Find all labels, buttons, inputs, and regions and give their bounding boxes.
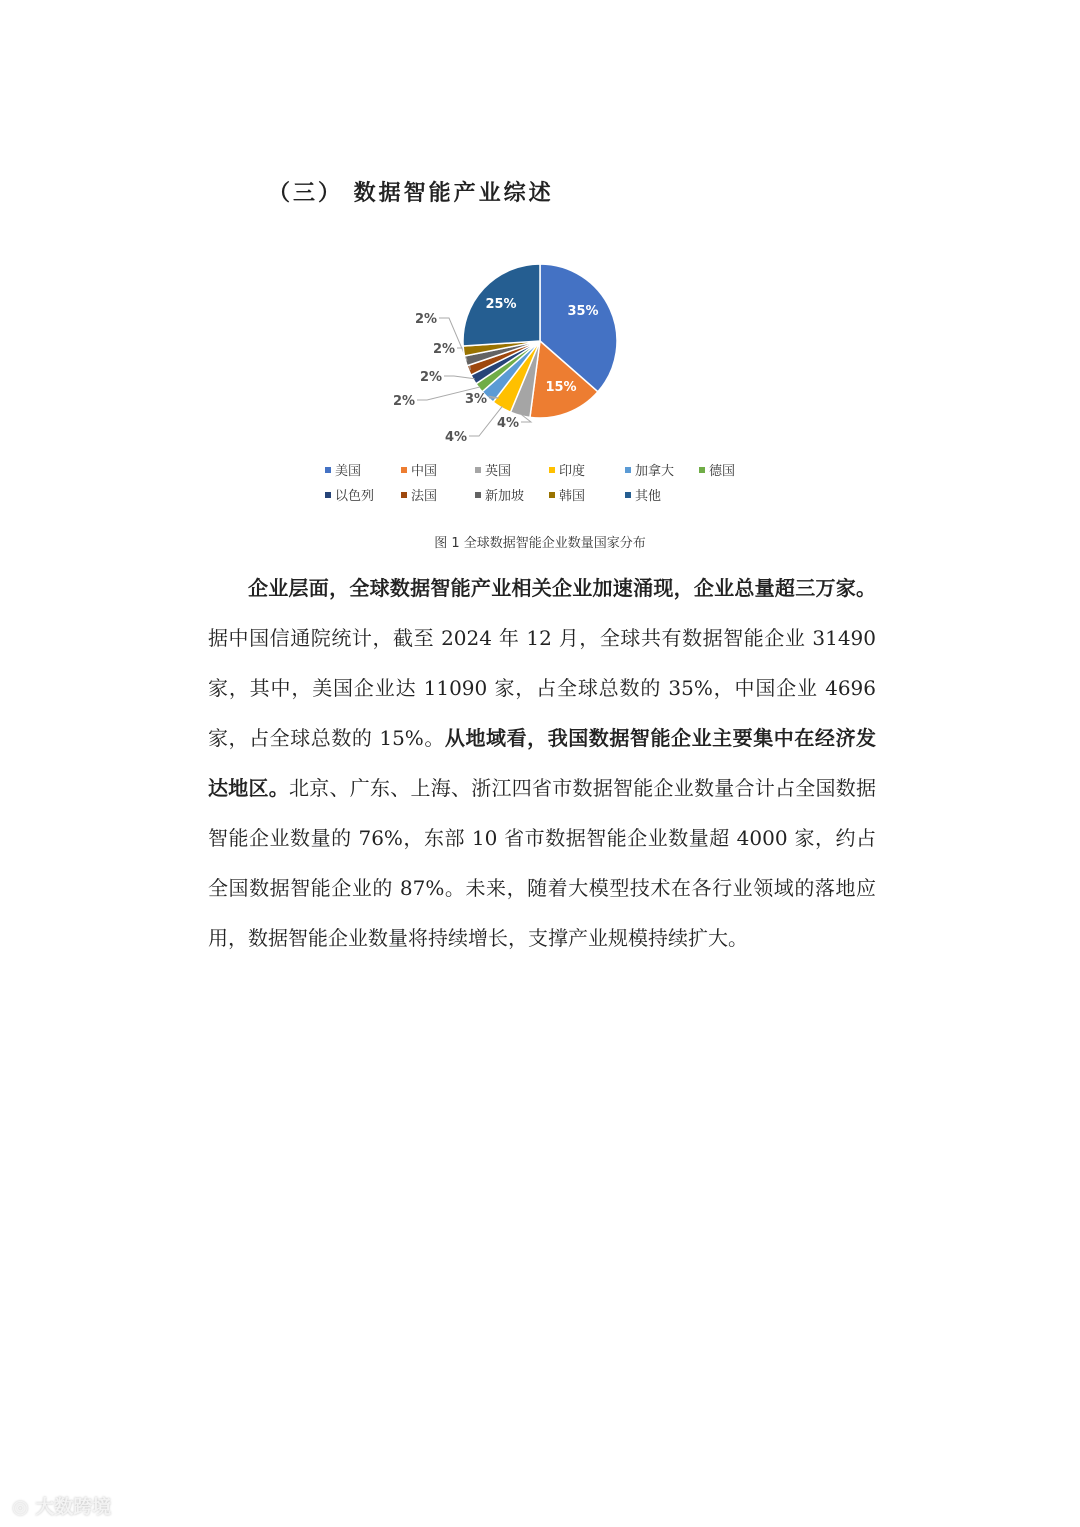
legend-item [325, 460, 401, 479]
data-label-1: 15% [545, 380, 577, 395]
section-heading: （三） 数据智能产业综述 [268, 181, 554, 206]
leader-line-6 [444, 376, 475, 379]
figure-caption: 图 1 全球数据智能企业数量国家分布 [434, 536, 646, 551]
data-label-6: 2% [420, 370, 443, 385]
legend-label: 加拿大 [635, 464, 675, 479]
watermark-logo: ◎ 大数跨境 [12, 1496, 112, 1518]
data-label-0: 35% [567, 304, 599, 319]
legend-swatch [549, 467, 555, 473]
data-label-8: 2% [415, 312, 438, 327]
data-label-4: 3% [465, 392, 488, 407]
legend-label: 美国 [335, 464, 362, 479]
data-label-7: 2% [433, 342, 456, 357]
legend-label: 法国 [411, 489, 438, 504]
legend-label: 中国 [411, 464, 438, 479]
legend-item [475, 460, 549, 479]
watermark-text: 大数跨境 [35, 1496, 112, 1518]
legend-item [549, 485, 625, 504]
legend-item [475, 485, 549, 504]
legend-swatch [699, 467, 705, 473]
data-label-5: 2% [393, 394, 416, 409]
body-text: 北京、广东、上海、浙江四省市数据智能企业数量合计占全国数据智能企业数量的 76%，东部 10 省市数据智能企业数量超 4000 家，约占全国数据智能企业的 87%。未来，随着大模型技术在各行业领域的落地应用，数据智能企业数量将持续增长，支撑产业规模持续扩大。 [208, 776, 876, 950]
data-label-3: 4% [445, 430, 468, 445]
legend-swatch [549, 492, 555, 498]
legend-label: 以色列 [335, 489, 375, 504]
chart-legend [325, 460, 765, 504]
legend-label: 其他 [635, 489, 662, 504]
legend-swatch [475, 492, 481, 498]
data-label-10: 25% [485, 297, 517, 312]
legend-swatch [401, 492, 407, 498]
legend-swatch [625, 492, 631, 498]
pie-chart [370, 255, 760, 455]
legend-item [549, 460, 625, 479]
body-text: 据中国信通院统计，截至 2024 年 12 月，全球共有数据智能企业 31490 家，其中，美国企业达 11090 家，占全球总数的 35%，中国企业 4696 家，占全球总数的 15%。 [208, 626, 876, 750]
legend-label: 韩国 [559, 489, 586, 504]
legend-item [401, 485, 475, 504]
legend-swatch [475, 467, 481, 473]
legend-item [699, 460, 765, 479]
bold-statement: 从地域看，我国数据智能企业主要集中在经济发达地区。 [208, 726, 877, 800]
bold-statement: 企业层面，全球数据智能产业相关企业加速涌现，企业总量超三万家。 [248, 576, 876, 600]
legend-swatch [325, 492, 331, 498]
legend-swatch [625, 467, 631, 473]
legend-item [401, 460, 475, 479]
legend-label: 印度 [559, 464, 586, 479]
data-label-2: 4% [497, 416, 520, 431]
legend-label: 德国 [709, 464, 736, 479]
legend-item [625, 460, 699, 479]
legend-item [625, 485, 699, 504]
legend-label: 新加坡 [485, 489, 525, 504]
legend-swatch [325, 467, 331, 473]
legend-label: 英国 [485, 464, 512, 479]
legend-swatch [401, 467, 407, 473]
body-paragraph [208, 563, 876, 963]
legend-item [325, 485, 401, 504]
